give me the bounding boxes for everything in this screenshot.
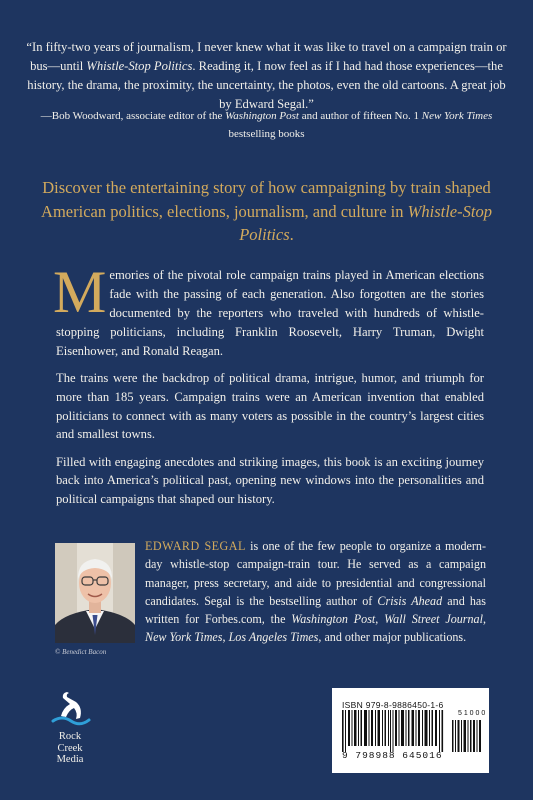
tagline-end: . — [289, 225, 294, 244]
book-description — [53, 259, 484, 509]
praise-quote-book-title: Whistle-Stop Politics — [86, 59, 193, 73]
publisher-logo — [46, 690, 94, 766]
bio-separator-1: , — [375, 612, 385, 627]
attribution-part3: bestselling books — [228, 128, 305, 140]
author-photo — [55, 543, 135, 643]
tagline-text: Discover the entertaining story of how campaigning by train shaped American politics, elections, journalism, and culture in — [41, 178, 491, 221]
publisher-name-line-3: Media — [56, 754, 84, 765]
attribution-part1: —Bob Woodward, associate editor of the — [40, 110, 226, 122]
isbn-barcode — [332, 688, 489, 773]
description-paragraph-1 — [53, 259, 484, 361]
drop-cap: M — [53, 259, 107, 325]
publisher-name-line-2: Creek — [57, 742, 83, 754]
author-bio — [145, 537, 486, 647]
description-paragraph-3: Filled with engaging anecdotes and striking images, this book is an exciting journey back into America’s political past, opening new windows into the personalities and political campaigns that shaped our history. — [56, 454, 484, 507]
praise-quote-part1: “In fifty-two years of journalism, I never knew what it was like to travel on a campaign train or bus—until — [26, 40, 507, 73]
barcode-addon-digits: 5 1 0 0 0 — [458, 710, 486, 717]
author-name: EDWARD SEGAL — [145, 539, 246, 553]
barcode-digits: 9 798988 645016 — [342, 750, 443, 761]
isbn-label: ISBN 979-8-9886450-1-6 — [342, 700, 444, 710]
tagline-book-title: Whistle-Stop Politics — [239, 201, 492, 244]
attribution-publication-2: New York Times — [421, 110, 493, 122]
bio-part2: and has written for Forbes.com, the — [145, 593, 486, 627]
tagline — [20, 176, 513, 247]
bio-separator-3: , — [222, 630, 229, 645]
bio-separator-2: , — [482, 612, 486, 627]
publisher-name-line-1: Rock — [58, 731, 82, 742]
heron-icon — [46, 690, 94, 726]
attribution-publication-1: Washington Post — [225, 110, 299, 122]
bio-book-title: Crisis Ahead — [377, 593, 443, 608]
praise-quote-part2: . Reading it, I now feel as if I had had those experiences—the history, the drama, the proximity, the uncertainty, the photos, even the old cartoons. A great job by Edward Segal.” — [27, 59, 506, 111]
bio-part3: , and other major publications. — [318, 630, 467, 645]
bio-publication-2: Wall Street Journal — [384, 612, 483, 627]
bio-publication-1: Washington Post — [291, 612, 376, 627]
description-paragraph-2: The trains were the backdrop of political drama, intrigue, humor, and triumph for more than 185 years. Campaign trains were an American invention that enabled politicians to connect with as many voters as possible in the country’s largest cities and smallest towns. — [56, 370, 484, 442]
description-paragraph-1-text: emories of the pivotal role campaign trains played in American elections fade with the passing of each generation. Also forgotten are the stories documented by the reporters who traveled with hundreds of whistle-stopping politicians, including Franklin Roosevelt, Harry Truman, Dwight Eisenhower, and Ronald Reagan. — [56, 268, 484, 358]
praise-quote — [20, 38, 513, 114]
praise-attribution — [20, 107, 513, 143]
bio-publication-4: Los Angeles Times — [228, 630, 319, 645]
author-portrait-illustration — [55, 543, 135, 643]
bio-publication-3: New York Times — [145, 630, 223, 645]
bio-part1: is one of the few people to organize a modern-day whistle-stop campaign-train tour. He served as a campaign manager, press secretary, and aide to presidential and congressional candidates. Segal is the bestselling author of — [145, 539, 486, 608]
attribution-part2: and author of fifteen No. 1 — [298, 110, 422, 122]
photo-credit: © Benedict Bacon — [55, 648, 107, 656]
